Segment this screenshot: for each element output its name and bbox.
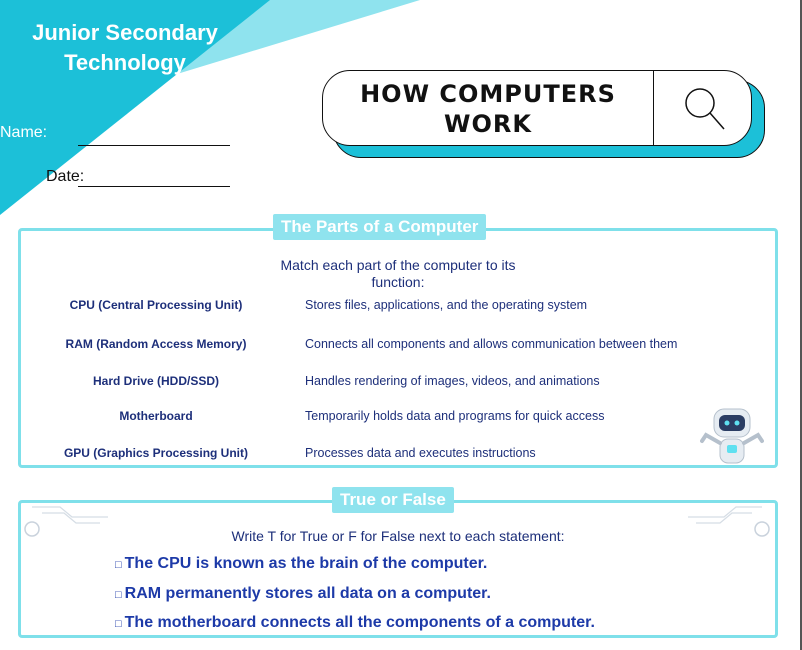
parts-panel [18,228,778,468]
robot-icon [700,405,764,467]
date-label: Date: [46,168,85,185]
part-gpu: GPU (Graphics Processing Unit) [63,446,249,460]
worksheet-title-box [322,70,752,146]
name-field-line[interactable] [78,145,230,146]
parts-instruction-line-1: Match each part of the computer to its [280,257,516,273]
circuit-decoration-left-icon [20,503,110,543]
tf-instruction: Write T for True or F for False next to each statement: [231,528,565,544]
circuit-decoration-right-icon [686,503,776,543]
title-divider [653,71,654,145]
function-3: Handles rendering of images, videos, and animations [305,374,600,388]
function-2: Connects all components and allows communication between them [305,337,678,351]
checkbox-2[interactable]: □ [115,589,122,601]
statement-1-text: The CPU is known as the brain of the computer. [124,555,488,572]
magnifying-glass-icon [678,81,734,137]
statement-2-text: RAM permanently stores all data on a computer. [124,585,491,602]
subject-title [0,18,250,78]
worksheet-title [323,79,653,139]
subject-line-1: Junior Secondary [32,20,218,45]
true-false-section-tab: True or False [332,487,454,513]
parts-section-tab: The Parts of a Computer [273,214,486,240]
name-label: Name: [0,124,48,141]
function-4: Temporarily holds data and programs for quick access [305,409,605,423]
statement-1 [115,555,487,573]
statement-3 [115,614,595,632]
statement-2 [115,585,491,603]
part-cpu: CPU (Central Processing Unit) [69,298,243,312]
part-ram: RAM (Random Access Memory) [65,337,247,351]
title-line-1: HOW COMPUTERS [360,80,616,108]
title-line-2: WORK [444,110,532,138]
parts-instruction-line-2: function: [371,274,425,290]
function-1: Stores files, applications, and the operating system [305,298,588,312]
statement-3-text: The motherboard connects all the components of a computer. [124,614,595,631]
checkbox-3[interactable]: □ [115,618,122,630]
part-hard-drive: Hard Drive (HDD/SSD) [92,374,220,388]
true-false-panel [18,500,778,638]
function-5: Processes data and executes instructions [305,446,536,460]
checkbox-1[interactable]: □ [115,559,122,571]
date-field-line[interactable] [78,186,230,187]
part-motherboard: Motherboard [119,409,193,423]
subject-line-2: Technology [64,50,186,75]
